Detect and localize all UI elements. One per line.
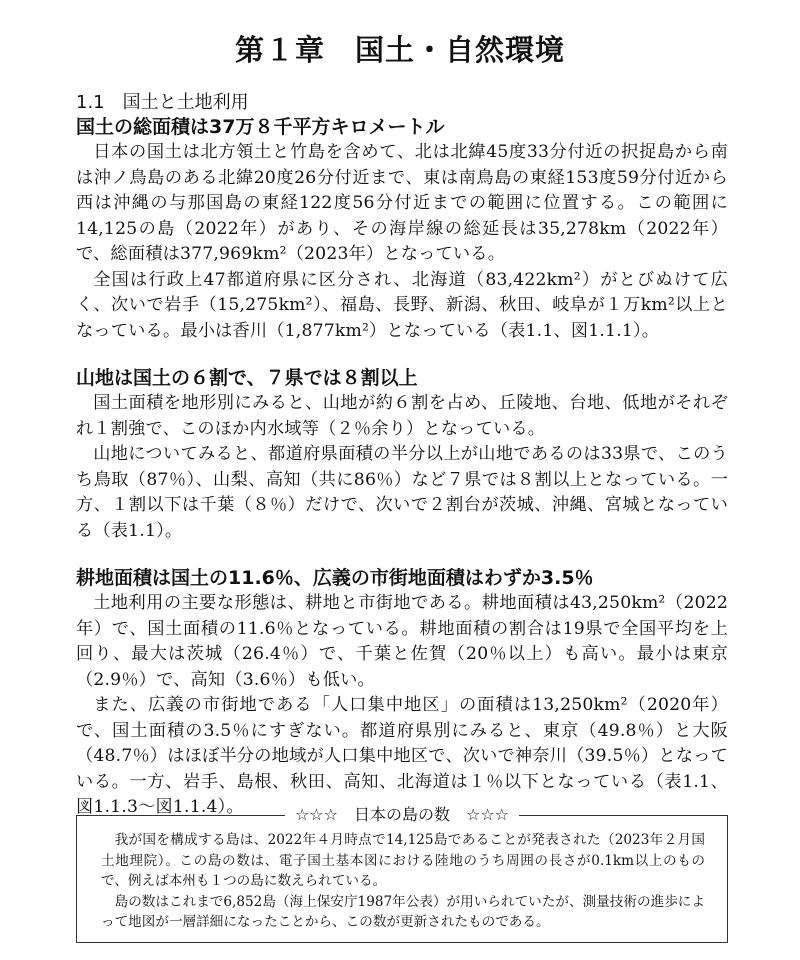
subsection-heading-mountains: 山地は国土の６割で、７県では８割以上 [76, 367, 418, 389]
paragraph-farmland: 土地利用の主要な形態は、耕地と市街地である。耕地面積は43,250km²（2022年）で、国土面積の11.6％となっている。耕地面積の割合は19県で全国平均を上回り、最大は茨城（26.4％）で、千葉と佐賀（20％以上）も高い。最小は東京（2.9％）で、高知（3.6％）も低い。 [76, 593, 728, 690]
section-heading: 1.1 国土と土地利用 [76, 92, 249, 113]
column-paragraph-new-count: 我が国を構成する島は、2022年４月時点で14,125島であることが発表された（2023年２月国土地理院）。この島の数は、電子国土基本図における陸地のうち周囲の長さが0.1km以上のもので、例えば本州も１つの島に数えられている。 [101, 832, 705, 889]
paragraph-territory-extent: 日本の国土は北方領土と竹島を含めて、北は北緯45度33分付近の択捉島から南は沖ノ鳥島のある北緯20度26分付近まで、東は南鳥島の東経153度59分付近から西は沖縄の与那国島の東経122度56分付近までの範囲に位置する。この範囲に14,125の島（2022年）があり、その海岸線の総延長は35,278km（2022年）で、総面積は377,969km²（2023年）となっている。 [76, 142, 728, 264]
column-paragraph-old-count: 島の数はこれまで6,852島（海上保安庁1987年公表）が用いられていたが、測量技術の進歩によって地図が一層詳細になったことから、この数が更新されたものである。 [101, 893, 705, 930]
paragraph-landform-share: 国土面積を地形別にみると、山地が約６割を占め、丘陵地、台地、低地がそれぞれ１割強で、このほか内水域等（２％余り）となっている。 [76, 393, 728, 439]
paragraph-urban-area: また、広義の市街地である「人口集中地区」の面積は13,250km²（2020年）で、国土面積の3.5％にすぎない。都道府県別にみると、東京（49.8％）と大阪（48.7％）はほぼ半分の地域が人口集中地区で、次いで神奈川（39.5％）となっている。一方、岩手、島根、秋田、高知、北海道は１％以下となっている（表1.1、図1.1.3～図1.1.4）。 [76, 695, 728, 817]
column-body [101, 830, 705, 933]
main-content [76, 92, 728, 821]
subsection-heading-land-use: 耕地面積は国土の11.6％、広義の市街地面積はわずか3.5％ [76, 567, 594, 589]
column-title: ☆☆☆ 日本の島の数 ☆☆☆ [285, 804, 519, 826]
column-box-island-count [76, 805, 728, 943]
subsection-heading-total-area: 国土の総面積は37万８千平方キロメートル [76, 116, 445, 138]
chapter-title: 第１章 国土・自然環境 [234, 33, 565, 67]
paragraph-mountain-prefectures: 山地についてみると、都道府県面積の半分以上が山地であるのは33県で、このうち鳥取（87％）、山梨、高知（共に86％）など７県では８割以上となっている。一方、１割以下は千葉（８％）だけで、次いで２割台が茨城、沖縄、宮城となっている（表1.1）。 [76, 444, 728, 541]
paragraph-prefecture-areas: 全国は行政上47都道府県に区分され、北海道（83,422km²）がとびぬけて広く、次いで岩手（15,275km²）、福島、長野、新潟、秋田、岐阜が１万km²以上となっている。最小は香川（1,877km²）となっている（表1.1、図1.1.1）。 [76, 269, 728, 341]
